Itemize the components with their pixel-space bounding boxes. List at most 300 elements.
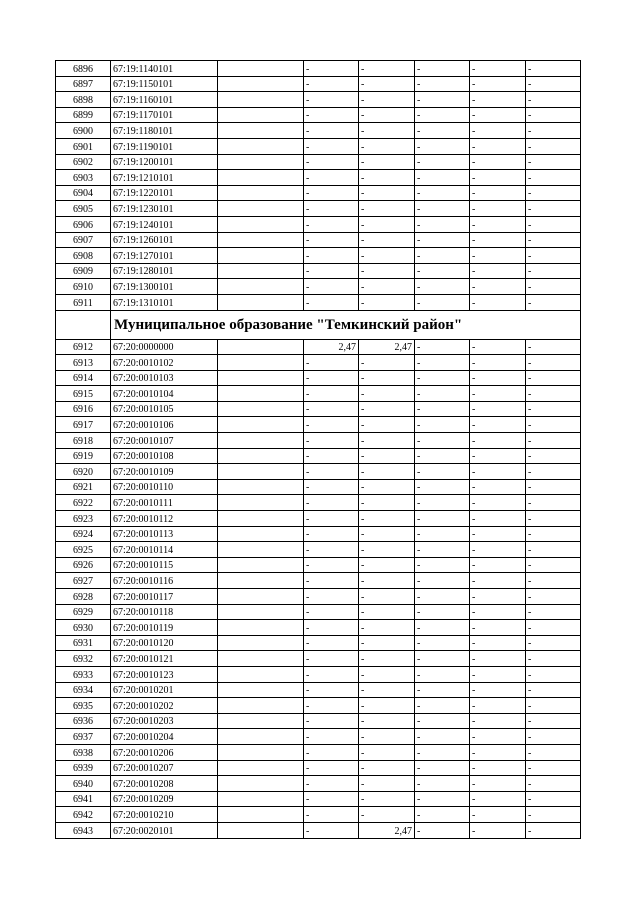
value-cell-4: -	[470, 294, 526, 310]
row-number: 6926	[56, 557, 111, 573]
value-cell-3: -	[415, 386, 470, 402]
empty-cell	[218, 279, 304, 295]
row-number: 6938	[56, 744, 111, 760]
value-cell-4: -	[470, 698, 526, 714]
value-cell-1: -	[304, 729, 359, 745]
value-cell-1: -	[304, 682, 359, 698]
value-cell-2: -	[359, 589, 415, 605]
value-cell-5: -	[526, 386, 581, 402]
value-cell-2: -	[359, 511, 415, 527]
value-cell-2: -	[359, 698, 415, 714]
value-cell-1: -	[304, 138, 359, 154]
value-cell-2: -	[359, 201, 415, 217]
value-cell-5: -	[526, 604, 581, 620]
value-cell-2: 2,47	[359, 339, 415, 355]
empty-cell	[218, 620, 304, 636]
empty-cell	[218, 417, 304, 433]
cadastral-code: 67:19:1260101	[111, 232, 218, 248]
value-cell-2: -	[359, 651, 415, 667]
value-cell-5: -	[526, 92, 581, 108]
value-cell-5: -	[526, 448, 581, 464]
value-cell-1: -	[304, 279, 359, 295]
value-cell-3: -	[415, 744, 470, 760]
value-cell-5: -	[526, 682, 581, 698]
section-row	[56, 310, 581, 339]
value-cell-3: -	[415, 248, 470, 264]
value-cell-2: -	[359, 138, 415, 154]
value-cell-1: -	[304, 123, 359, 139]
value-cell-5: -	[526, 138, 581, 154]
row-number: 6936	[56, 713, 111, 729]
value-cell-4: -	[470, 386, 526, 402]
row-number: 6919	[56, 448, 111, 464]
cadastral-code: 67:19:1270101	[111, 248, 218, 264]
cadastral-code: 67:20:0010106	[111, 417, 218, 433]
value-cell-1: -	[304, 698, 359, 714]
empty-cell	[218, 822, 304, 838]
table-body-after	[56, 339, 581, 838]
value-cell-5: -	[526, 279, 581, 295]
row-number: 6920	[56, 464, 111, 480]
value-cell-5: -	[526, 248, 581, 264]
empty-cell	[218, 448, 304, 464]
table-row	[56, 604, 581, 620]
cadastral-code: 67:20:0010208	[111, 776, 218, 792]
value-cell-4: -	[470, 355, 526, 371]
value-cell-1: -	[304, 511, 359, 527]
value-cell-1: -	[304, 822, 359, 838]
value-cell-5: -	[526, 526, 581, 542]
value-cell-2: -	[359, 713, 415, 729]
value-cell-3: -	[415, 76, 470, 92]
value-cell-5: -	[526, 355, 581, 371]
value-cell-4: -	[470, 511, 526, 527]
row-number: 6925	[56, 542, 111, 558]
value-cell-2: -	[359, 573, 415, 589]
value-cell-5: -	[526, 370, 581, 386]
value-cell-1: -	[304, 216, 359, 232]
table-row	[56, 511, 581, 527]
cadastral-code: 67:20:0010203	[111, 713, 218, 729]
value-cell-4: -	[470, 635, 526, 651]
value-cell-2: -	[359, 479, 415, 495]
empty-cell	[218, 464, 304, 480]
value-cell-5: -	[526, 401, 581, 417]
value-cell-4: -	[470, 76, 526, 92]
value-cell-5: -	[526, 216, 581, 232]
cadastral-code: 67:19:1300101	[111, 279, 218, 295]
value-cell-3: -	[415, 417, 470, 433]
empty-cell	[218, 185, 304, 201]
value-cell-3: -	[415, 201, 470, 217]
value-cell-3: -	[415, 620, 470, 636]
value-cell-4: -	[470, 495, 526, 511]
table-row	[56, 294, 581, 310]
table-row	[56, 744, 581, 760]
value-cell-3: -	[415, 511, 470, 527]
empty-cell	[218, 232, 304, 248]
row-number: 6927	[56, 573, 111, 589]
value-cell-4: -	[470, 448, 526, 464]
value-cell-4: -	[470, 401, 526, 417]
value-cell-3: -	[415, 263, 470, 279]
cadastral-code: 67:20:0010103	[111, 370, 218, 386]
value-cell-5: -	[526, 620, 581, 636]
row-number: 6907	[56, 232, 111, 248]
value-cell-3: -	[415, 807, 470, 823]
empty-cell	[218, 666, 304, 682]
value-cell-3: -	[415, 401, 470, 417]
value-cell-5: -	[526, 61, 581, 77]
value-cell-2: -	[359, 401, 415, 417]
row-number: 6916	[56, 401, 111, 417]
table-row	[56, 216, 581, 232]
value-cell-3: -	[415, 232, 470, 248]
row-number: 6898	[56, 92, 111, 108]
empty-cell	[218, 526, 304, 542]
value-cell-4: -	[470, 542, 526, 558]
cadastral-code: 67:19:1310101	[111, 294, 218, 310]
value-cell-1: -	[304, 791, 359, 807]
empty-cell	[218, 698, 304, 714]
table-body-before	[56, 61, 581, 311]
cadastral-code: 67:20:0010210	[111, 807, 218, 823]
row-number: 6929	[56, 604, 111, 620]
cadastral-table	[55, 60, 581, 839]
value-cell-3: -	[415, 698, 470, 714]
value-cell-5: -	[526, 294, 581, 310]
value-cell-2: -	[359, 216, 415, 232]
value-cell-5: -	[526, 511, 581, 527]
value-cell-5: -	[526, 417, 581, 433]
cadastral-code: 67:20:0010117	[111, 589, 218, 605]
cadastral-code: 67:20:0010115	[111, 557, 218, 573]
empty-cell	[218, 401, 304, 417]
value-cell-5: -	[526, 542, 581, 558]
value-cell-3: -	[415, 448, 470, 464]
value-cell-4: -	[470, 651, 526, 667]
table-row	[56, 386, 581, 402]
value-cell-3: -	[415, 635, 470, 651]
value-cell-2: -	[359, 526, 415, 542]
table-row	[56, 495, 581, 511]
table-row	[56, 526, 581, 542]
value-cell-1: -	[304, 401, 359, 417]
value-cell-2: -	[359, 279, 415, 295]
value-cell-5: -	[526, 713, 581, 729]
row-number: 6917	[56, 417, 111, 433]
table-row	[56, 479, 581, 495]
value-cell-2: -	[359, 807, 415, 823]
row-number: 6906	[56, 216, 111, 232]
row-number: 6922	[56, 495, 111, 511]
value-cell-3: -	[415, 433, 470, 449]
value-cell-5: -	[526, 123, 581, 139]
row-number: 6937	[56, 729, 111, 745]
empty-cell	[218, 294, 304, 310]
cadastral-code: 67:20:0010120	[111, 635, 218, 651]
value-cell-2: -	[359, 92, 415, 108]
row-number: 6900	[56, 123, 111, 139]
cadastral-code: 67:20:0010206	[111, 744, 218, 760]
value-cell-1: -	[304, 760, 359, 776]
row-number: 6905	[56, 201, 111, 217]
cadastral-code: 67:19:1220101	[111, 185, 218, 201]
cadastral-code: 67:20:0010108	[111, 448, 218, 464]
empty-cell	[218, 216, 304, 232]
value-cell-5: -	[526, 760, 581, 776]
value-cell-5: -	[526, 698, 581, 714]
value-cell-4: -	[470, 370, 526, 386]
empty-cell	[218, 776, 304, 792]
cadastral-code: 67:19:1150101	[111, 76, 218, 92]
cadastral-code: 67:19:1210101	[111, 170, 218, 186]
value-cell-3: -	[415, 370, 470, 386]
value-cell-1: -	[304, 294, 359, 310]
value-cell-4: -	[470, 417, 526, 433]
value-cell-2: -	[359, 448, 415, 464]
empty-cell	[218, 495, 304, 511]
value-cell-3: -	[415, 682, 470, 698]
value-cell-3: -	[415, 604, 470, 620]
value-cell-4: -	[470, 604, 526, 620]
value-cell-4: -	[470, 822, 526, 838]
empty-cell	[218, 542, 304, 558]
value-cell-4: -	[470, 433, 526, 449]
empty-cell	[218, 760, 304, 776]
value-cell-2: -	[359, 76, 415, 92]
row-number: 6912	[56, 339, 111, 355]
value-cell-1: -	[304, 713, 359, 729]
cadastral-code: 67:19:1240101	[111, 216, 218, 232]
cadastral-code: 67:20:0000000	[111, 339, 218, 355]
table-row	[56, 589, 581, 605]
cadastral-code: 67:19:1170101	[111, 107, 218, 123]
value-cell-2: -	[359, 107, 415, 123]
empty-cell	[218, 123, 304, 139]
empty-cell	[218, 92, 304, 108]
empty-cell	[218, 713, 304, 729]
value-cell-2: -	[359, 170, 415, 186]
empty-cell	[218, 248, 304, 264]
value-cell-5: -	[526, 573, 581, 589]
value-cell-2: -	[359, 386, 415, 402]
value-cell-4: -	[470, 92, 526, 108]
value-cell-2: -	[359, 185, 415, 201]
empty-cell	[218, 589, 304, 605]
cadastral-code: 67:20:0010204	[111, 729, 218, 745]
cadastral-code: 67:19:1160101	[111, 92, 218, 108]
row-number: 6933	[56, 666, 111, 682]
row-number: 6918	[56, 433, 111, 449]
value-cell-1: -	[304, 542, 359, 558]
row-number: 6901	[56, 138, 111, 154]
table-row	[56, 729, 581, 745]
table-row	[56, 464, 581, 480]
value-cell-3: -	[415, 216, 470, 232]
cadastral-code: 67:20:0010110	[111, 479, 218, 495]
empty-cell	[218, 511, 304, 527]
value-cell-2: -	[359, 729, 415, 745]
value-cell-2: -	[359, 433, 415, 449]
value-cell-3: -	[415, 822, 470, 838]
empty-cell	[218, 433, 304, 449]
table-row	[56, 76, 581, 92]
cadastral-code: 67:20:0010121	[111, 651, 218, 667]
value-cell-3: -	[415, 589, 470, 605]
value-cell-3: -	[415, 92, 470, 108]
value-cell-4: -	[470, 464, 526, 480]
value-cell-1: -	[304, 479, 359, 495]
cadastral-code: 67:20:0010113	[111, 526, 218, 542]
value-cell-3: -	[415, 355, 470, 371]
value-cell-3: -	[415, 557, 470, 573]
row-number: 6904	[56, 185, 111, 201]
value-cell-5: -	[526, 729, 581, 745]
cadastral-code: 67:20:0010119	[111, 620, 218, 636]
table-row	[56, 557, 581, 573]
value-cell-4: -	[470, 216, 526, 232]
table-row	[56, 791, 581, 807]
value-cell-1: -	[304, 154, 359, 170]
value-cell-4: -	[470, 339, 526, 355]
value-cell-1: -	[304, 589, 359, 605]
value-cell-4: -	[470, 666, 526, 682]
value-cell-2: -	[359, 232, 415, 248]
cadastral-code: 67:20:0010111	[111, 495, 218, 511]
empty-cell	[218, 479, 304, 495]
section-number-cell	[56, 310, 111, 339]
value-cell-1: -	[304, 448, 359, 464]
row-number: 6913	[56, 355, 111, 371]
value-cell-4: -	[470, 185, 526, 201]
table-row	[56, 138, 581, 154]
empty-cell	[218, 791, 304, 807]
value-cell-5: -	[526, 154, 581, 170]
value-cell-1: -	[304, 370, 359, 386]
value-cell-4: -	[470, 682, 526, 698]
value-cell-4: -	[470, 729, 526, 745]
value-cell-3: -	[415, 713, 470, 729]
value-cell-4: -	[470, 201, 526, 217]
row-number: 6930	[56, 620, 111, 636]
value-cell-3: -	[415, 464, 470, 480]
value-cell-4: -	[470, 170, 526, 186]
empty-cell	[218, 573, 304, 589]
row-number: 6914	[56, 370, 111, 386]
row-number: 6943	[56, 822, 111, 838]
cadastral-code: 67:20:0010112	[111, 511, 218, 527]
value-cell-5: -	[526, 107, 581, 123]
table-row	[56, 448, 581, 464]
value-cell-3: -	[415, 526, 470, 542]
value-cell-1: -	[304, 604, 359, 620]
value-cell-5: -	[526, 807, 581, 823]
row-number: 6928	[56, 589, 111, 605]
cadastral-code: 67:19:1140101	[111, 61, 218, 77]
value-cell-1: -	[304, 776, 359, 792]
value-cell-4: -	[470, 589, 526, 605]
value-cell-5: -	[526, 464, 581, 480]
value-cell-4: -	[470, 557, 526, 573]
empty-cell	[218, 682, 304, 698]
row-number: 6934	[56, 682, 111, 698]
cadastral-code: 67:20:0010118	[111, 604, 218, 620]
value-cell-5: -	[526, 170, 581, 186]
table-row	[56, 433, 581, 449]
cadastral-code: 67:20:0010201	[111, 682, 218, 698]
row-number: 6942	[56, 807, 111, 823]
value-cell-5: -	[526, 589, 581, 605]
value-cell-1: -	[304, 573, 359, 589]
empty-cell	[218, 154, 304, 170]
cadastral-code: 67:20:0010207	[111, 760, 218, 776]
cadastral-code: 67:20:0010105	[111, 401, 218, 417]
table-row	[56, 635, 581, 651]
value-cell-4: -	[470, 526, 526, 542]
value-cell-1: -	[304, 107, 359, 123]
table-row	[56, 698, 581, 714]
row-number: 6908	[56, 248, 111, 264]
empty-cell	[218, 635, 304, 651]
value-cell-5: -	[526, 232, 581, 248]
value-cell-2: -	[359, 263, 415, 279]
value-cell-2: -	[359, 620, 415, 636]
empty-cell	[218, 370, 304, 386]
value-cell-5: -	[526, 744, 581, 760]
cadastral-code: 67:20:0010109	[111, 464, 218, 480]
value-cell-3: -	[415, 760, 470, 776]
value-cell-5: -	[526, 479, 581, 495]
table-row	[56, 760, 581, 776]
empty-cell	[218, 201, 304, 217]
value-cell-2: -	[359, 682, 415, 698]
row-number: 6897	[56, 76, 111, 92]
value-cell-5: -	[526, 776, 581, 792]
table-row	[56, 822, 581, 838]
empty-cell	[218, 170, 304, 186]
value-cell-3: -	[415, 123, 470, 139]
value-cell-1: -	[304, 61, 359, 77]
value-cell-2: 2,47	[359, 822, 415, 838]
row-number: 6935	[56, 698, 111, 714]
table-row	[56, 61, 581, 77]
value-cell-1: -	[304, 557, 359, 573]
value-cell-3: -	[415, 339, 470, 355]
value-cell-3: -	[415, 776, 470, 792]
value-cell-4: -	[470, 154, 526, 170]
value-cell-3: -	[415, 573, 470, 589]
cadastral-code: 67:20:0010209	[111, 791, 218, 807]
table-row	[56, 170, 581, 186]
value-cell-5: -	[526, 433, 581, 449]
value-cell-5: -	[526, 822, 581, 838]
empty-cell	[218, 138, 304, 154]
cadastral-code: 67:20:0010102	[111, 355, 218, 371]
empty-cell	[218, 76, 304, 92]
value-cell-4: -	[470, 620, 526, 636]
cadastral-code: 67:19:1180101	[111, 123, 218, 139]
value-cell-3: -	[415, 107, 470, 123]
value-cell-2: -	[359, 495, 415, 511]
value-cell-4: -	[470, 479, 526, 495]
value-cell-3: -	[415, 666, 470, 682]
table-row	[56, 248, 581, 264]
value-cell-4: -	[470, 713, 526, 729]
value-cell-2: -	[359, 123, 415, 139]
value-cell-1: -	[304, 620, 359, 636]
value-cell-4: -	[470, 573, 526, 589]
